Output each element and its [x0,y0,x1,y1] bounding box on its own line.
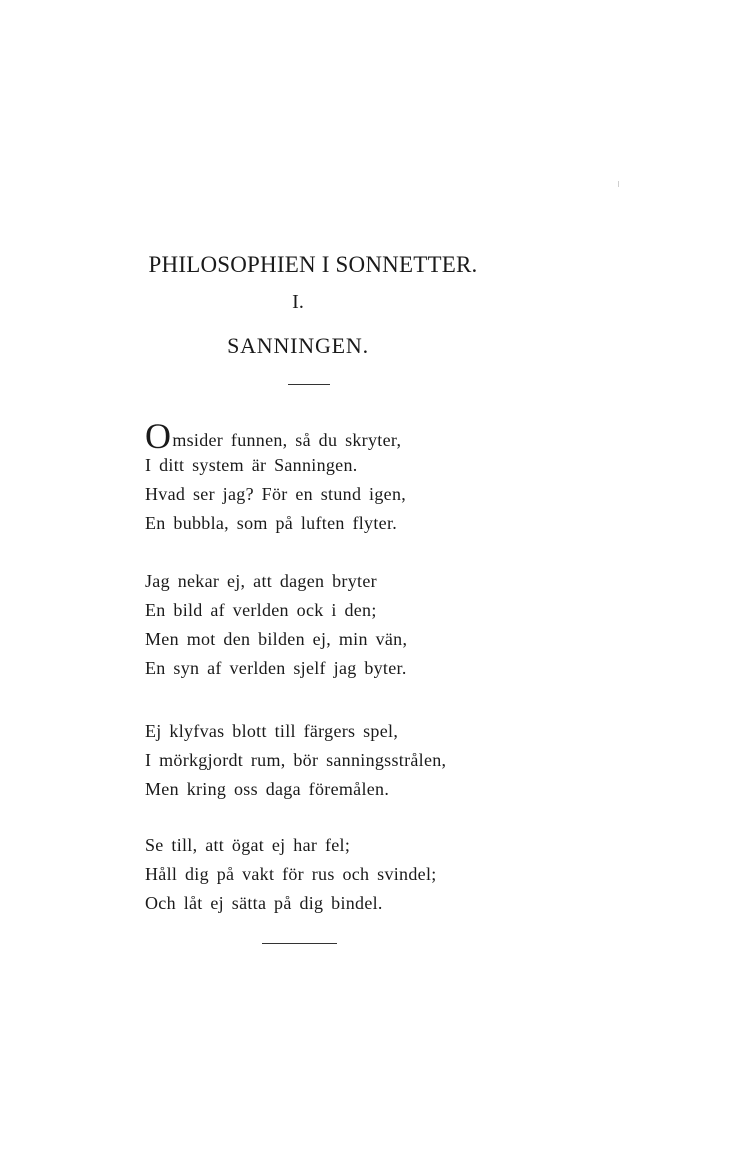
verse-line: En syn af verlden sjelf jag byter. [145,658,407,678]
stanza-4 [145,831,437,918]
verse-line: I ditt system är Sanningen. [145,455,358,475]
stanza-1 [145,416,407,538]
page-title: PHILOSOPHIEN I SONNETTER. [148,252,478,277]
verse-line: Jag nekar ej, att dagen bryter [145,571,377,591]
verse-line: Se till, att ögat ej har fel; [145,835,351,855]
verse-line: Ej klyfvas blott till färgers spel, [145,721,399,741]
sonnet-title: SANNINGEN. [227,333,369,358]
title-divider [288,384,330,385]
verse-line-text: msider funnen, så du skryter, [172,430,402,450]
verse-line: En bubbla, som på luften flyter. [145,513,398,533]
verse-line: Men kring oss daga föremålen. [145,779,390,799]
section-numeral: I. [292,291,304,313]
paper-speck [618,181,619,187]
verse-line: Men mot den bilden ej, min vän, [145,629,408,649]
verse-line [145,416,406,456]
verse-line: Håll dig på vakt för rus och svindel; [145,864,437,884]
verse-line: En bild af verlden ock i den; [145,600,377,620]
verse-line: I mörkgjordt rum, bör sanningsstrålen, [145,750,447,770]
end-divider [262,943,337,944]
verse-line: Hvad ser jag? För en stund igen, [145,484,407,504]
stanza-3 [145,717,446,804]
drop-cap: O [145,416,172,456]
verse-line: Och låt ej sätta på dig bindel. [145,893,383,913]
stanza-2 [145,567,407,683]
